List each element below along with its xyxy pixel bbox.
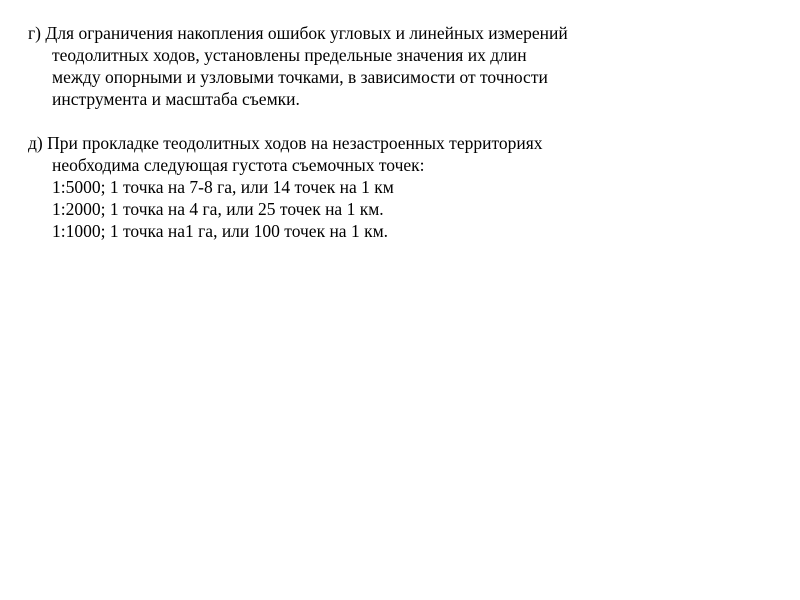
paragraph-g-line-1: г) Для ограничения накопления ошибок угловых и линейных измерений xyxy=(28,23,568,43)
paragraph-gap xyxy=(28,110,778,132)
paragraph-g-line-4: инструмента и масштаба съемки. xyxy=(52,89,300,109)
paragraph-d-line-2: необходима следующая густота съемочных точек: xyxy=(52,155,425,175)
paragraph-d xyxy=(28,132,778,242)
paragraph-g-line-3: между опорными и узловыми точками, в зависимости от точности xyxy=(52,67,548,87)
density-scale-5000: 1:5000; 1 точка на 7-8 га, или 14 точек на 1 км xyxy=(52,177,394,197)
paragraph-g-line-2: теодолитных ходов, установлены предельные значения их длин xyxy=(52,45,527,65)
paragraph-g xyxy=(28,22,778,110)
slide-text xyxy=(28,22,778,242)
density-scale-1000: 1:1000; 1 точка на1 га, или 100 точек на 1 км. xyxy=(52,221,389,241)
paragraph-d-line-1: д) При прокладке теодолитных ходов на незастроенных территориях xyxy=(28,133,543,153)
density-scale-2000: 1:2000; 1 точка на 4 га, или 25 точек на 1 км. xyxy=(52,199,384,219)
